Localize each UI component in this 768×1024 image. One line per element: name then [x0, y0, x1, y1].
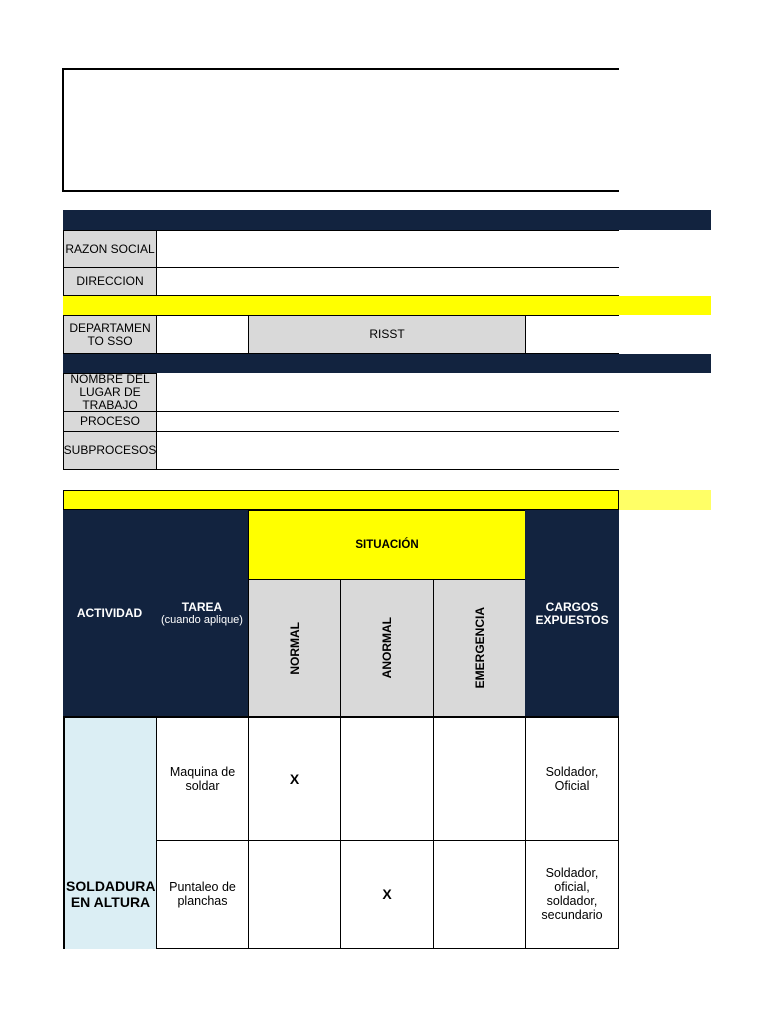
anormal-header [340, 579, 434, 717]
tarea-header-subtitle: (cuando aplique) [161, 613, 243, 626]
tarea-header-title: TAREA [181, 599, 223, 614]
risst-label: RISST [248, 315, 526, 354]
subprocesos-label: SUBPROCESOS [63, 431, 157, 470]
row-1-cargos[interactable]: Soldador, Oficial [525, 716, 619, 841]
row-1-emergencia[interactable] [433, 716, 526, 841]
emergencia-header [433, 579, 526, 717]
direccion-label: DIRECCION [63, 267, 157, 296]
yellow-bar-1 [63, 296, 711, 315]
actividad-header: ACTIVIDAD [63, 510, 157, 717]
emergencia-header-text: EMERGENCIA [472, 607, 487, 689]
risst-value[interactable] [525, 315, 619, 354]
razon-social-value[interactable] [156, 230, 619, 268]
tarea-header [156, 510, 249, 717]
proceso-value[interactable] [156, 411, 619, 432]
row-2-tarea[interactable]: Puntaleo de planchas [156, 840, 249, 949]
row-1-tarea[interactable]: Maquina de soldar [156, 716, 249, 841]
proceso-label: PROCESO [63, 411, 157, 432]
row-2-normal[interactable] [248, 840, 341, 949]
anormal-header-text: ANORMAL [380, 617, 394, 679]
departamento-value[interactable] [156, 315, 249, 354]
normal-header [248, 579, 341, 717]
direccion-value[interactable] [156, 267, 619, 296]
section-bar-mid [63, 354, 711, 373]
row-2-cargos[interactable]: Soldador, oficial, soldador, secundario [525, 840, 619, 949]
yellow-bar-2 [63, 490, 619, 510]
cargos-header: CARGOS EXPUESTOS [525, 510, 619, 717]
subprocesos-value[interactable] [156, 431, 619, 470]
row-1-normal[interactable]: X [248, 716, 341, 841]
row-2-anormal[interactable]: X [340, 840, 434, 949]
situacion-header: SITUACIÓN [248, 510, 526, 580]
activity-cell [63, 716, 157, 949]
razon-social-label: RAZON SOCIAL [63, 230, 157, 268]
lugar-label: NOMBRE DEL LUGAR DE TRABAJO [63, 373, 157, 412]
activity-text: SOLDADURA EN ALTURA [66, 877, 156, 910]
departamento-label: DEPARTAMENTO SSO [63, 315, 157, 354]
row-2-emergencia[interactable] [433, 840, 526, 949]
section-bar-top [63, 210, 711, 230]
row-1-anormal[interactable] [340, 716, 434, 841]
header-box [62, 68, 619, 192]
lugar-value[interactable] [156, 373, 619, 412]
yellow-bar-2-extension [619, 490, 711, 510]
normal-header-text: NORMAL [287, 621, 302, 675]
